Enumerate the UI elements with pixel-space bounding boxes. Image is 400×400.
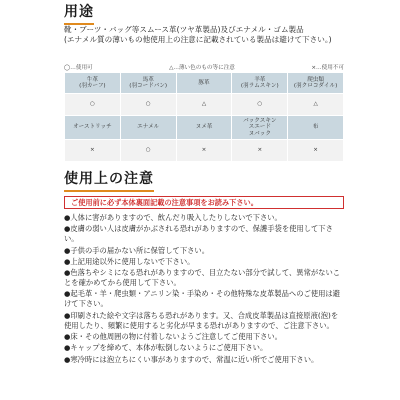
list-item: ●起毛革・羊・爬虫類・アニリン染・手染め・その他特殊な皮革製品へのご使用は避けて下さい。: [64, 289, 340, 309]
material-label: 布: [288, 116, 343, 139]
table-row: [65, 140, 343, 161]
caution-heading: 使用上の注意: [64, 168, 154, 192]
suitability-symbol: ○: [232, 94, 287, 115]
material-label: ヌメ革: [177, 116, 232, 139]
material-label: エナメル: [121, 116, 176, 139]
caution-list: [64, 213, 344, 366]
material-label: オーストリッチ: [65, 116, 120, 139]
list-item: ●子供の手の届かない所に保管して下さい。: [64, 245, 210, 255]
list-item: ●寒冷時には泡立ちにくい事がありますので、常温に近い所でご使用下さい。: [64, 354, 319, 364]
legend-caution: △…薄い色のもの等に注意: [169, 65, 235, 71]
table-row: [65, 116, 343, 139]
list-item: ●皮膚の弱い人は皮膚がかぶされる恐れがありますので、保護手袋を使用して下さい。: [64, 224, 333, 244]
suitability-symbol: ×: [232, 140, 287, 161]
list-item: ●キャップを締めて、本体が転倒しないようにご使用下さい。: [64, 343, 268, 353]
material-label: 牛革 (羽カーフ): [65, 73, 120, 93]
suitability-symbol: ○: [121, 140, 176, 161]
list-item: ●人体に害がありますので、飲んだり吸入したりしないで下さい。: [64, 213, 282, 222]
suitability-symbol: △: [288, 94, 343, 115]
suitability-symbol: ×: [288, 140, 343, 161]
read-instructions-warning: ご使用前に必ず本体裏面記載の注意事項をお読み下さい。: [64, 196, 344, 209]
material-label: バックスキン スエード ヌバック: [232, 116, 287, 139]
list-item: ●上記用途以外に使用しないで下さい。: [64, 256, 195, 266]
suitability-symbol: △: [177, 94, 232, 115]
usage-description-note: (エナメル質の薄いもの他使用上の注意に記載されている製品は避けて下さい。): [64, 35, 332, 44]
usage-description-line: 靴・ブーツ・バッグ等スムース革(ツヤ革製品)及びエナメル・ゴム製品: [64, 25, 304, 34]
legend-ok: ◯…使用可: [64, 65, 93, 71]
table-row: [65, 73, 343, 93]
material-label: 爬虫類 (羽クロコダイル): [288, 73, 343, 93]
legend-ng: ×…使用不可: [311, 65, 344, 71]
usage-table: [64, 72, 344, 162]
material-label: 豚革: [177, 73, 232, 93]
suitability-symbol: ○: [121, 94, 176, 115]
suitability-symbol: ○: [65, 94, 120, 115]
usage-description: [64, 25, 344, 45]
usage-heading: 用途: [64, 1, 94, 25]
suitability-symbol: ×: [177, 140, 232, 161]
suitability-symbol: ×: [65, 140, 120, 161]
material-label: 羊革 (羽ラムスキン): [232, 73, 287, 93]
usage-legend: [64, 63, 344, 71]
table-row: [65, 94, 343, 115]
material-label: 馬革 (羽コードバン): [121, 73, 176, 93]
list-item: ●色落ちやシミになる恐れがありますので、目立たない部分で試して、異常がないことを確かめてから使用して下さい。: [64, 268, 341, 288]
list-item: ●床・その他周囲の物に付着しないようご注意してご使用下さい。: [64, 332, 282, 342]
list-item: ●印刷された絵や文字は落ちる恐れがあります。又、合成皮革製品は直接原液(泡)を使用したり、頻繁に使用すると劣化が早まる恐れがありますので、ご注意下さい。: [64, 310, 339, 330]
